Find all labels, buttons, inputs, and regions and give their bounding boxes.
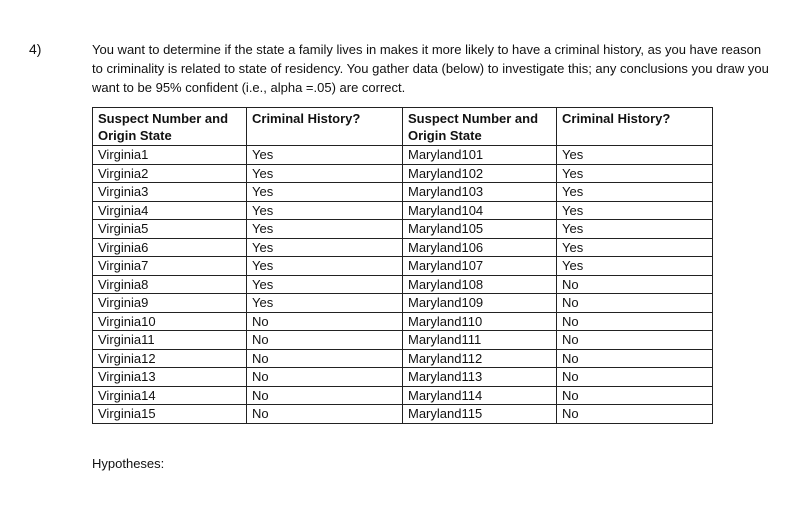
suspect-cell: Virginia5 [93,220,247,239]
suspect-cell: Maryland101 [403,146,557,165]
suspect-cell: Maryland109 [403,294,557,313]
history-cell: Yes [557,146,713,165]
question-text: You want to determine if the state a family lives in makes it more likely to have a criminal history, as you have reason to criminality is related to state of residency. You gather data (below) to investigate this; any conclusions you draw you want to be 95% confident (i.e., alpha =.05) are correct. [92,42,769,95]
suspect-cell: Maryland104 [403,201,557,220]
suspect-cell: Virginia3 [93,183,247,202]
table-header-row [93,108,713,146]
table-row [93,312,713,331]
suspect-cell: Maryland114 [403,386,557,405]
history-cell: No [247,331,403,350]
suspect-cell: Maryland111 [403,331,557,350]
table-row [93,201,713,220]
table-row [93,331,713,350]
history-cell: No [557,312,713,331]
header-suspect-origin-2: Suspect Number and Origin State [403,108,557,146]
table-row [93,183,713,202]
history-cell: No [557,331,713,350]
suspect-cell: Virginia12 [93,349,247,368]
history-cell: Yes [557,164,713,183]
suspect-cell: Maryland106 [403,238,557,257]
history-cell: No [247,405,403,424]
suspect-cell: Maryland113 [403,368,557,387]
table-row [93,405,713,424]
suspect-cell: Virginia13 [93,368,247,387]
suspect-cell: Virginia11 [93,331,247,350]
history-cell: Yes [247,257,403,276]
history-cell: No [557,349,713,368]
history-cell: Yes [247,183,403,202]
table-row [93,275,713,294]
history-cell: Yes [247,164,403,183]
suspect-cell: Virginia8 [93,275,247,294]
table-body [93,146,713,424]
history-cell: No [247,349,403,368]
suspect-cell: Maryland115 [403,405,557,424]
table-row [93,257,713,276]
table-row [93,164,713,183]
history-cell: Yes [557,201,713,220]
suspect-cell: Virginia7 [93,257,247,276]
suspect-cell: Maryland110 [403,312,557,331]
suspect-cell: Virginia4 [93,201,247,220]
history-cell: No [247,312,403,331]
suspect-cell: Maryland102 [403,164,557,183]
suspect-cell: Virginia10 [93,312,247,331]
table-row [93,294,713,313]
history-cell: Yes [557,183,713,202]
history-cell: No [557,386,713,405]
suspect-cell: Maryland107 [403,257,557,276]
suspect-cell: Virginia14 [93,386,247,405]
table-row [93,146,713,165]
history-cell: Yes [247,238,403,257]
history-cell: Yes [247,294,403,313]
history-cell: No [557,294,713,313]
question-number: 4) [29,41,42,57]
history-cell: Yes [247,201,403,220]
table-row [93,349,713,368]
history-cell: Yes [557,238,713,257]
table-row [93,386,713,405]
suspect-cell: Virginia2 [93,164,247,183]
suspect-cell: Virginia9 [93,294,247,313]
header-criminal-history-2: Criminal History? [557,108,713,146]
header-suspect-origin-1: Suspect Number and Origin State [93,108,247,146]
suspect-cell: Maryland112 [403,349,557,368]
history-cell: No [247,386,403,405]
table-row [93,238,713,257]
suspect-cell: Maryland108 [403,275,557,294]
suspect-cell: Maryland103 [403,183,557,202]
history-cell: Yes [557,220,713,239]
history-cell: Yes [247,220,403,239]
header-criminal-history-1: Criminal History? [247,108,403,146]
table-row [93,368,713,387]
history-cell: No [557,275,713,294]
suspect-cell: Maryland105 [403,220,557,239]
data-table [92,107,713,424]
history-cell: Yes [247,275,403,294]
suspect-cell: Virginia6 [93,238,247,257]
history-cell: Yes [557,257,713,276]
history-cell: No [247,368,403,387]
history-cell: Yes [247,146,403,165]
suspect-cell: Virginia1 [93,146,247,165]
hypotheses-label: Hypotheses: [92,456,165,471]
history-cell: No [557,368,713,387]
table-row [93,220,713,239]
suspect-cell: Virginia15 [93,405,247,424]
history-cell: No [557,405,713,424]
